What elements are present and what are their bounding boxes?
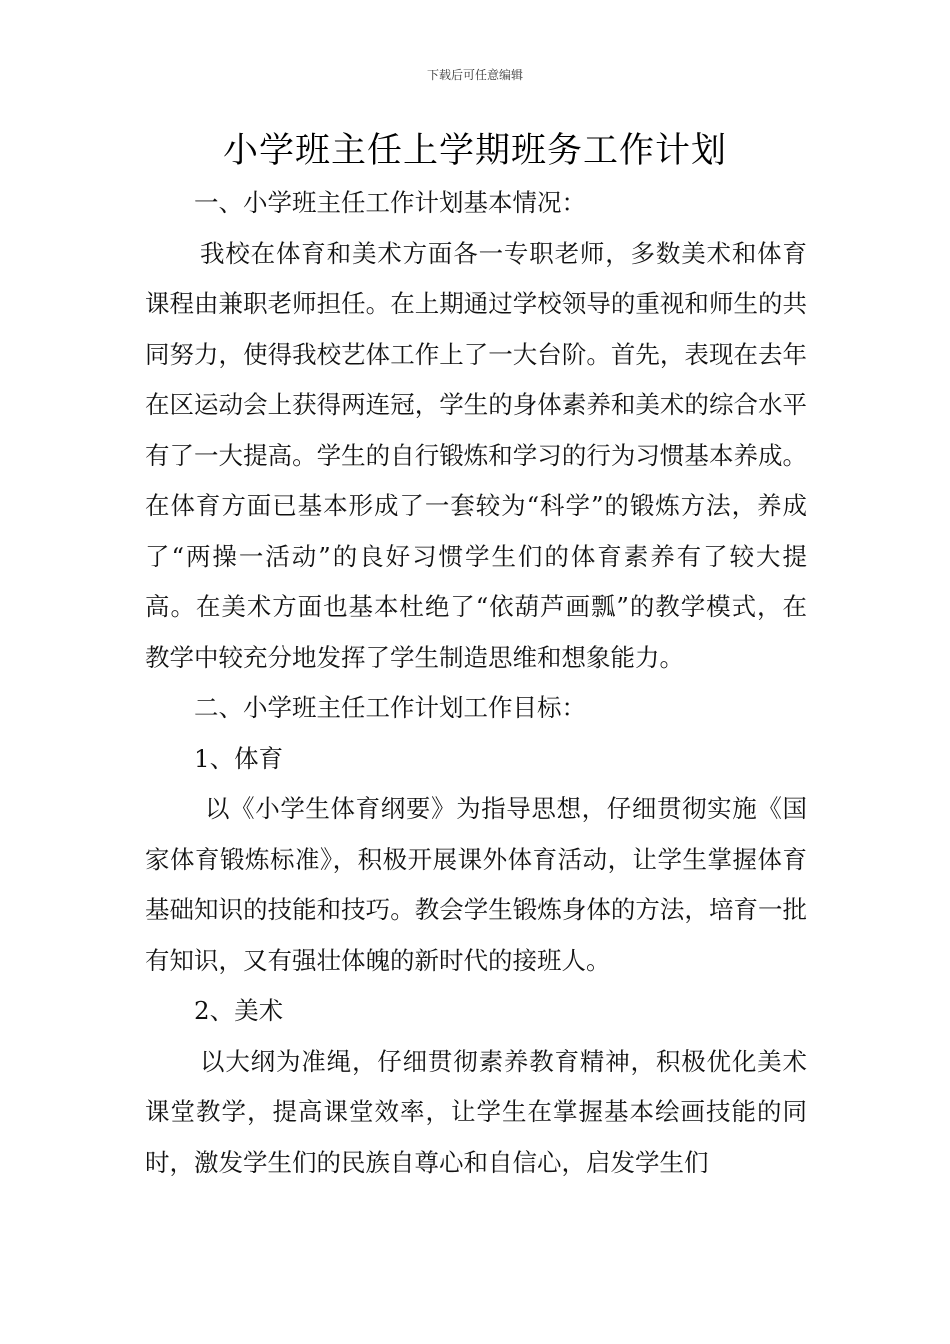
- subsection-1-paragraph: 以《小学生体育纲要》为指导思想，仔细贯彻实施《国家体育锻炼标准》，积极开展课外体育活动，让学生掌握体育基础知识的技能和技巧。教会学生锻炼身体的方法，培育一批有知识，又有强壮体魄的新时代的接班人。: [145, 794, 807, 975]
- section-2-heading: 二、小学班主任工作计划工作目标：: [194, 693, 586, 722]
- document-body: [145, 178, 807, 1188]
- subsection-2-heading: 2、美术: [194, 996, 284, 1025]
- section-1-heading: 一、小学班主任工作计划基本情况：: [194, 188, 586, 217]
- document-title: 小学班主任上学期班务工作计划: [222, 131, 727, 171]
- page-header-note: 下载后可任意编辑: [426, 68, 523, 82]
- section-1-paragraph: 我校在体育和美术方面各一专职老师，多数美术和体育课程由兼职老师担任。在上期通过学校领导的重视和师生的共同努力，使得我校艺体工作上了一大台阶。首先，表现在去年在区运动会上获得两连冠，学生的身体素养和美术的综合水平有了一大提高。学生的自行锻炼和学习的行为习惯基本养成。在体育方面已基本形成了一套较为“科学”的锻炼方法，养成了“两操一活动”的良好习惯学生们的体育素养有了较大提高。在美术方面也基本杜绝了“依葫芦画瓢”的教学模式，在教学中较充分地发挥了学生制造思维和想象能力。: [145, 238, 807, 672]
- subsection-2-paragraph: 以大纲为准绳，仔细贯彻素养教育精神，积极优化美术课堂教学，提高课堂效率，让学生在掌握基本绘画技能的同时，激发学生们的民族自尊心和自信心，启发学生们: [145, 1046, 807, 1177]
- subsection-1-heading: 1、体育: [194, 743, 284, 773]
